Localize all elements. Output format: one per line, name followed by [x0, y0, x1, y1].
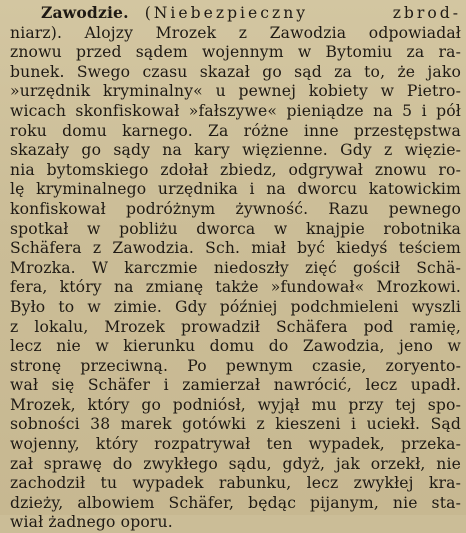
- article-line: skazały go sądy na kary więzienne. Gdy z więzie-: [10, 141, 461, 160]
- article-last-line: wiał żadnego oporu.: [10, 513, 173, 532]
- article-line: bunek. Swego czasu skazał go sąd za to, że jako: [10, 62, 461, 81]
- article-line: lę kryminalnego urzędnika i na dworcu katowickim: [10, 180, 461, 199]
- article-line: Mrozek, który go podniósł, wyjął mu przy tej spo-: [10, 395, 461, 414]
- article-line: zał sprawę do zwykłego sądu, gdyż, jak orzekł, nie: [10, 454, 461, 473]
- article-line: dzieży, albowiem Schäfer, będąc pijanym, nie sta-: [10, 493, 461, 512]
- article-line: stronę przeciwną. Po pewnym czasie, zoryento-: [10, 356, 461, 375]
- article-line: »urzędnik kryminalny« u pewnej kobiety w Pietro-: [10, 82, 461, 101]
- article-line: wicach skonfiskował »fałszywe« pieniądze na 5 i pół: [10, 101, 461, 120]
- article-line: wojenny, który rozpatrywał ten wypadek, przeka-: [10, 435, 461, 454]
- article-line: niarz). Alojzy Mrozek z Zawodzia odpowiadał: [10, 23, 461, 42]
- article-line: roku domu karnego. Za różne inne przestępstwa: [10, 121, 461, 140]
- article-line: fera, który na zmianę także »fundował« Mrozkowi.: [10, 278, 461, 297]
- article-line: Było to w zimie. Gdy później podchmieleni wyszli: [10, 297, 461, 316]
- article-line: wał się Schäfer i zamierzał nawrócić, lecz upadł.: [10, 376, 461, 395]
- article-line: Mrozka. W karczmie niedoszły zięć gościł Schä-: [10, 258, 461, 277]
- article-line: z lokalu, Mrozek prowadził Schäfera pod ramię,: [10, 317, 461, 336]
- article-subtitle-start: (Niebezpieczny zbrod-: [144, 4, 461, 22]
- article-line: konfiskował podróżnym żywność. Razu pewnego: [10, 199, 461, 218]
- article-line: nia bytomskiego zdołał zbiedz, odgrywał znowu ro-: [10, 160, 461, 179]
- article-line: lecz nie w kierunku domu do Zawodzia, jeno w: [10, 337, 461, 356]
- article-line: spotkał w pobliżu dworca w knajpie robotnika: [10, 219, 461, 238]
- article-line: zachodził tu wypadek rabunku, lecz zwykłej kra-: [10, 474, 461, 493]
- article-line: znowu przed sądem wojennym w Bytomiu za ra-: [10, 43, 461, 62]
- article-headword: Zawodzie.: [41, 3, 129, 22]
- article-first-line: [10, 3, 461, 24]
- article-line: sobności 38 marek gotówki z kieszeni i uciekł. Sąd: [10, 415, 461, 434]
- article-line: Schäfera z Zawodzia. Sch. miał być kiedyś teściem: [10, 239, 461, 258]
